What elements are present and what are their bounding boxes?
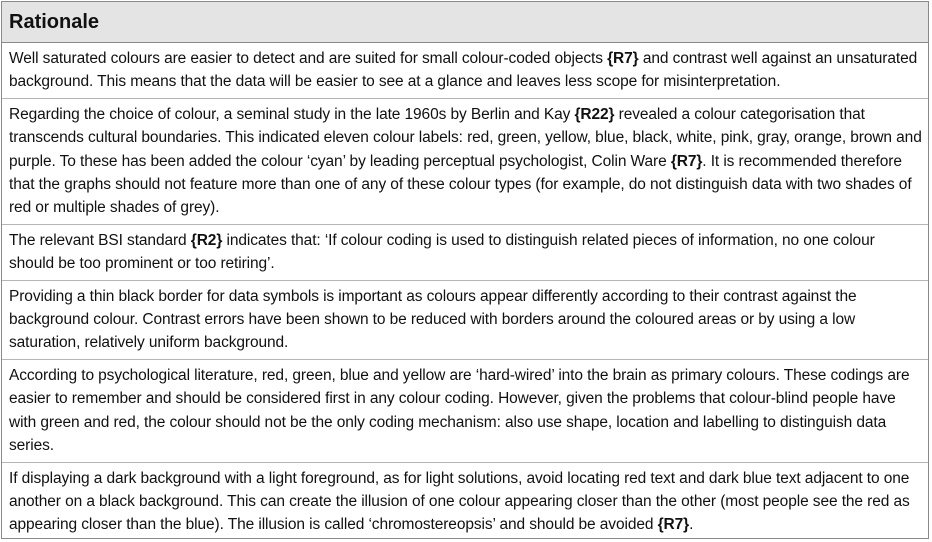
panel-title: Rationale bbox=[9, 11, 100, 33]
paragraph-text: . bbox=[689, 516, 694, 534]
rationale-paragraph bbox=[2, 225, 928, 281]
rationale-paragraph bbox=[2, 360, 928, 463]
paragraph-text: and contrast well against an unsaturated background. This means that the data will be easier to see at a glance and leaves less scope for misinterpretation. bbox=[9, 50, 918, 91]
paragraph-text: . It is recommended therefore that the graphs should not feature more than one of any of these colour types (for example, do not distinguish data with two shades of red or multiple shades of grey). bbox=[9, 152, 912, 217]
reference-tag: {R2} bbox=[190, 231, 223, 249]
panel-body bbox=[2, 43, 928, 541]
paragraph-text: indicates that: ‘If colour coding is used to distinguish related pieces of information, no one colour should be too prominent or too retiring’. bbox=[9, 231, 875, 273]
rationale-paragraph bbox=[2, 99, 928, 225]
reference-tag: {R7} bbox=[670, 152, 703, 170]
reference-tag: {R7} bbox=[657, 516, 690, 534]
rationale-paragraph bbox=[2, 43, 928, 99]
paragraph-text: The relevant BSI standard bbox=[9, 231, 191, 249]
paragraph-text: Providing a thin black border for data symbols is important as colours appear differently according to their contrast against the background colour. Contrast errors have been shown to be reduced with borders around the coloured areas or by using a low saturation, relatively uniform background. bbox=[9, 287, 857, 352]
paragraph-text: Well saturated colours are easier to detect and are suited for small colour-coded objects bbox=[9, 50, 608, 67]
paragraph-text: If displaying a dark background with a light foreground, as for light solutions, avoid locating red text and dark blue text adjacent to one another on a black background. This can create the illusion of one colour appearing closer than the other (most people see the red as appearing closer than the blue). The illusion is called ‘chromostereopsis’ and should be avoided bbox=[9, 469, 910, 534]
rationale-paragraph bbox=[2, 281, 928, 360]
panel-header bbox=[2, 2, 928, 43]
paragraph-text: Regarding the choice of colour, a seminal study in the late 1960s by Berlin and Kay bbox=[9, 105, 575, 123]
reference-tag: {R22} bbox=[574, 105, 615, 123]
rationale-panel bbox=[1, 1, 929, 539]
rationale-paragraph bbox=[2, 463, 928, 541]
paragraph-text: revealed a colour categorisation that transcends cultural boundaries. This indicated eleven colour labels: red, green, yellow, blue, black, white, pink, gray, orange, brown and purple. To these has been added the colour ‘cyan’ by leading perceptual psychologist, Colin Ware bbox=[9, 105, 922, 170]
reference-tag: {R7} bbox=[607, 50, 639, 67]
paragraph-text: According to psychological literature, red, green, blue and yellow are ‘hard-wired’ into the brain as primary colours. These codings are easier to remember and should be considered first in any colour coding. However, given the problems that colour-blind people have with green and red, the colour should not be the only coding mechanism: also use shape, location and labelling to distinguish data series. bbox=[9, 366, 910, 455]
